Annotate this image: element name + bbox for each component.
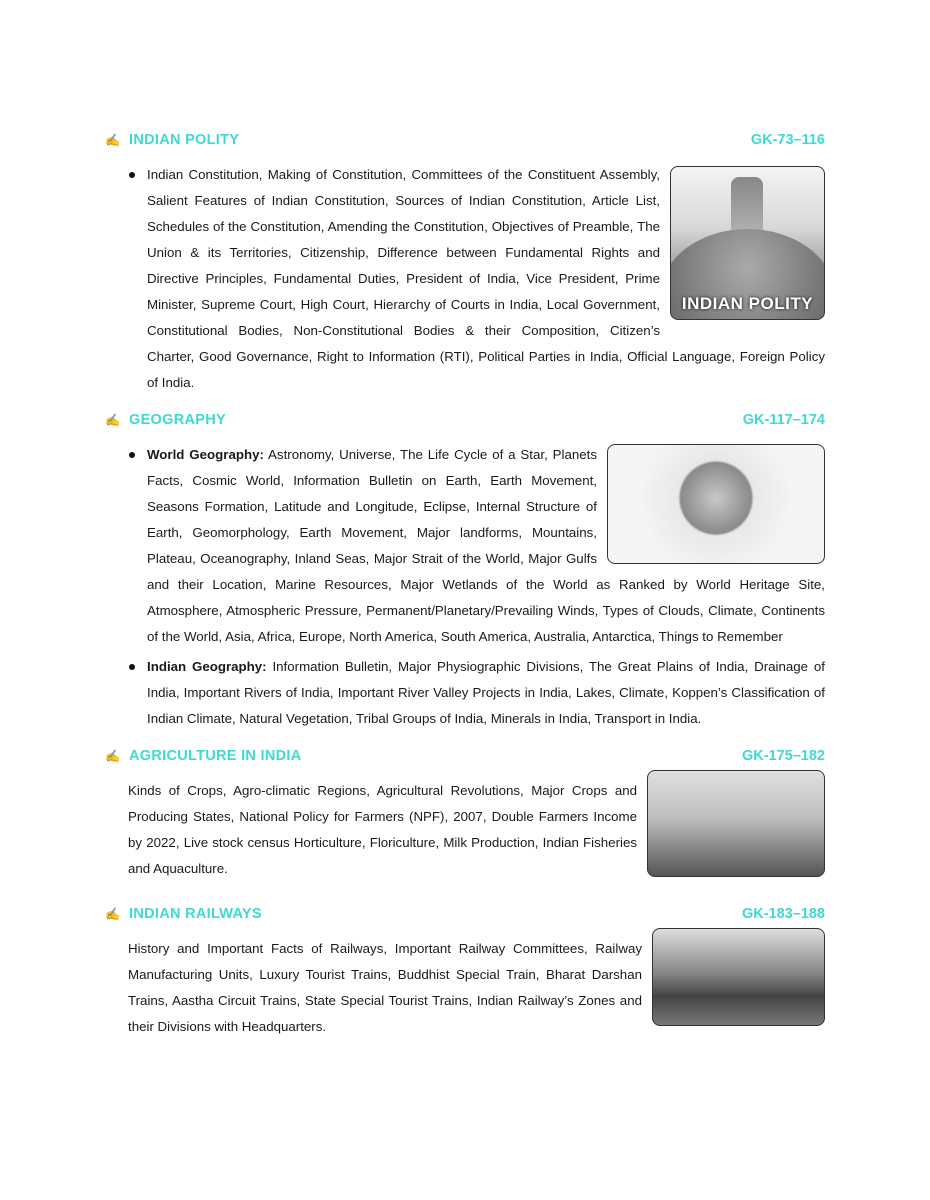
section-heading-polity — [105, 128, 825, 152]
section-heading-agriculture — [105, 744, 825, 768]
wheat-field-image — [647, 770, 825, 877]
list-item — [147, 654, 825, 732]
list-item — [147, 442, 825, 650]
page-range: GK-117–174 — [742, 412, 825, 428]
page-range: GK-73–116 — [750, 132, 825, 148]
section-text: Kinds of Crops, Agro-climatic Regions, Agricultural Revolutions, Major Crops and Producing States, National Policy for Farmers (NPF), 2007, Double Farmers Income by 2022, Live stock census Horticulture, Floriculture, Milk Production, Indian Fisheries and Aquaculture. — [128, 783, 637, 876]
section-text: History and Important Facts of Railways, Important Railway Committees, Railway Manufacturing Units, Luxury Tourist Trains, Buddhist Special Train, Bharat Darshan Trains, Aastha Circuit Trains, State Special Tourist Trains, Indian Railway’s Zones and their Divisions with Headquarters. — [128, 941, 642, 1034]
writing-hand-icon: ✍ — [105, 907, 120, 921]
bullet-text: Information Bulletin, Major Physiographic Divisions, The Great Plains of India, Drainage of India, Important Rivers of India, Important River Valley Projects in India, Lakes, Climate, Koppen’s Classification of Indian Climate, Natural Vegetation, Tribal Groups of India, Minerals in India, Transport in India. — [147, 659, 825, 726]
image-caption: INDIAN POLITY — [681, 294, 814, 313]
section-heading-railways — [105, 902, 825, 926]
document-page — [105, 128, 825, 1040]
writing-hand-icon: ✍ — [105, 749, 120, 763]
section-heading-geography — [105, 408, 825, 432]
bullet-lead: World Geography: — [147, 447, 264, 462]
bullet-text: Indian Constitution, Making of Constitution, Committees of the Constituent Assembly, Salient Features of Indian Constitution, Sources of Indian Constitution, Article List, Schedules of the Constitution, Amending the Constitution, Objectives of Preamble, The Union & its Territories, Citizenship, Difference between Fundamental Rights and Directive Principles, Fundamental Duties, President of India, Vice President, Prime Minister, Supreme Court, High Court, Hierarchy of Courts in India, Local Government, Constitutional Bodies, Non-Constitutional Bodies & their Composition, Citizen’s Charter, Good Governance, Right to Information (RTI), Political Parties in India, Official Language, Foreign Policy of India. — [147, 167, 825, 390]
section-title: INDIAN POLITY — [129, 132, 240, 148]
train-image — [652, 928, 825, 1026]
page-range: GK-175–182 — [741, 748, 825, 764]
bullet-lead: Indian Geography: — [147, 659, 267, 674]
writing-hand-icon: ✍ — [105, 133, 120, 147]
section-title: AGRICULTURE IN INDIA — [129, 748, 302, 764]
page-range: GK-183–188 — [741, 906, 825, 922]
list-item — [147, 162, 825, 396]
bullet-text: Astronomy, Universe, The Life Cycle of a Star, Planets Facts, Cosmic World, Information Bulletin on Earth, Earth Movement, Seasons Formation, Latitude and Longitude, Eclipse, Internal Structure of Earth, Geomorphology, Earth Movement, Major landforms, Mountains, Plateau, Oceanography, Inland Seas, Major Strait of the World, Major Gulfs and their Location, Marine Resources, Major Wetlands of the World as Ranked by World Heritage Site, Atmosphere, Atmospheric Pressure, Permanent/Planetary/Prevailing Winds, Types of Clouds, Climate, Continents of the World, Asia, Africa, Europe, North America, South America, Australia, Antarctica, Things to Remember — [147, 447, 825, 644]
section-title: GEOGRAPHY — [129, 412, 226, 428]
writing-hand-icon: ✍ — [105, 413, 120, 427]
section-title: INDIAN RAILWAYS — [129, 906, 262, 922]
